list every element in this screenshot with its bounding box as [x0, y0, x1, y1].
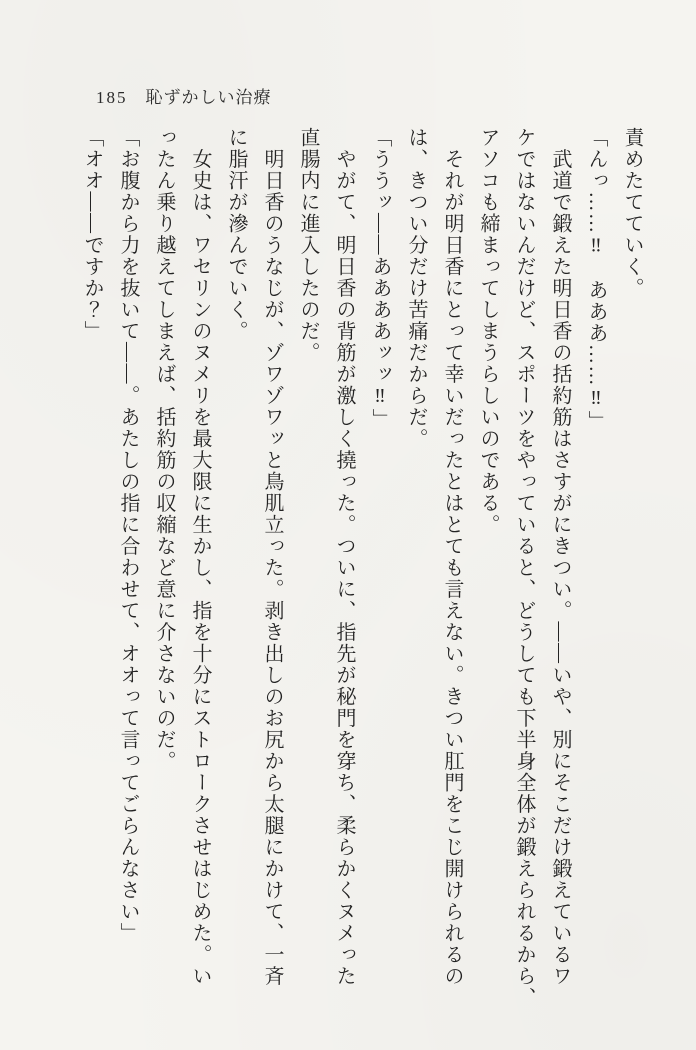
- running-title: 恥ずかしい治療: [145, 88, 272, 107]
- page-number: 185: [96, 88, 128, 107]
- text-column: に脂汗が滲んでいく。: [225, 127, 247, 342]
- text-column: 直腸内に進入したのだ。: [297, 127, 319, 364]
- text-column: アソコも締まってしまうらしいのである。: [477, 127, 499, 536]
- text-column: 「んっ……‼ あああ……‼」: [585, 127, 607, 432]
- text-column: 「お腹から力を抜いて――。あたしの指に合わせて、オオって言ってごらんなさい」: [117, 127, 139, 944]
- text-column: は、きつい分だけ苦痛だからだ。: [405, 127, 427, 450]
- text-column: 武道で鍛えた明日香の括約筋はさすがにきつい。――いや、別にそこだけ鍛えているワ: [549, 127, 571, 987]
- text-column: 明日香のうなじが、ゾワゾワッと鳥肌立った。剥き出しのお尻から太腿にかけて、一斉: [261, 127, 283, 987]
- text-column: 女史は、ワセリンのヌメリを最大限に生かし、指を十分にストロークさせはじめた。い: [189, 127, 211, 987]
- running-head: [96, 83, 272, 108]
- text-column: ったん乗り越えてしまえば、括約筋の収縮など意に介さないのだ。: [153, 127, 175, 772]
- text-body: [74, 127, 650, 1035]
- text-column: ケではないんだけど、スポーツをやっていると、どうしても下半身全体が鍛えられるから、: [513, 127, 535, 1009]
- text-column: やがて、明日香の背筋が激しく撓った。ついに、指先が秘門を穿ち、柔らかくヌメった: [333, 127, 355, 987]
- text-column: 責めたてていく。: [621, 127, 643, 299]
- text-column: 「ううッ――ああああッッ‼」: [369, 127, 391, 430]
- text-column: 「オオ――ですか？」: [81, 127, 103, 342]
- text-column: それが明日香にとって幸いだったとはとても言えない。きつい肛門をこじ開けられるの: [441, 127, 463, 987]
